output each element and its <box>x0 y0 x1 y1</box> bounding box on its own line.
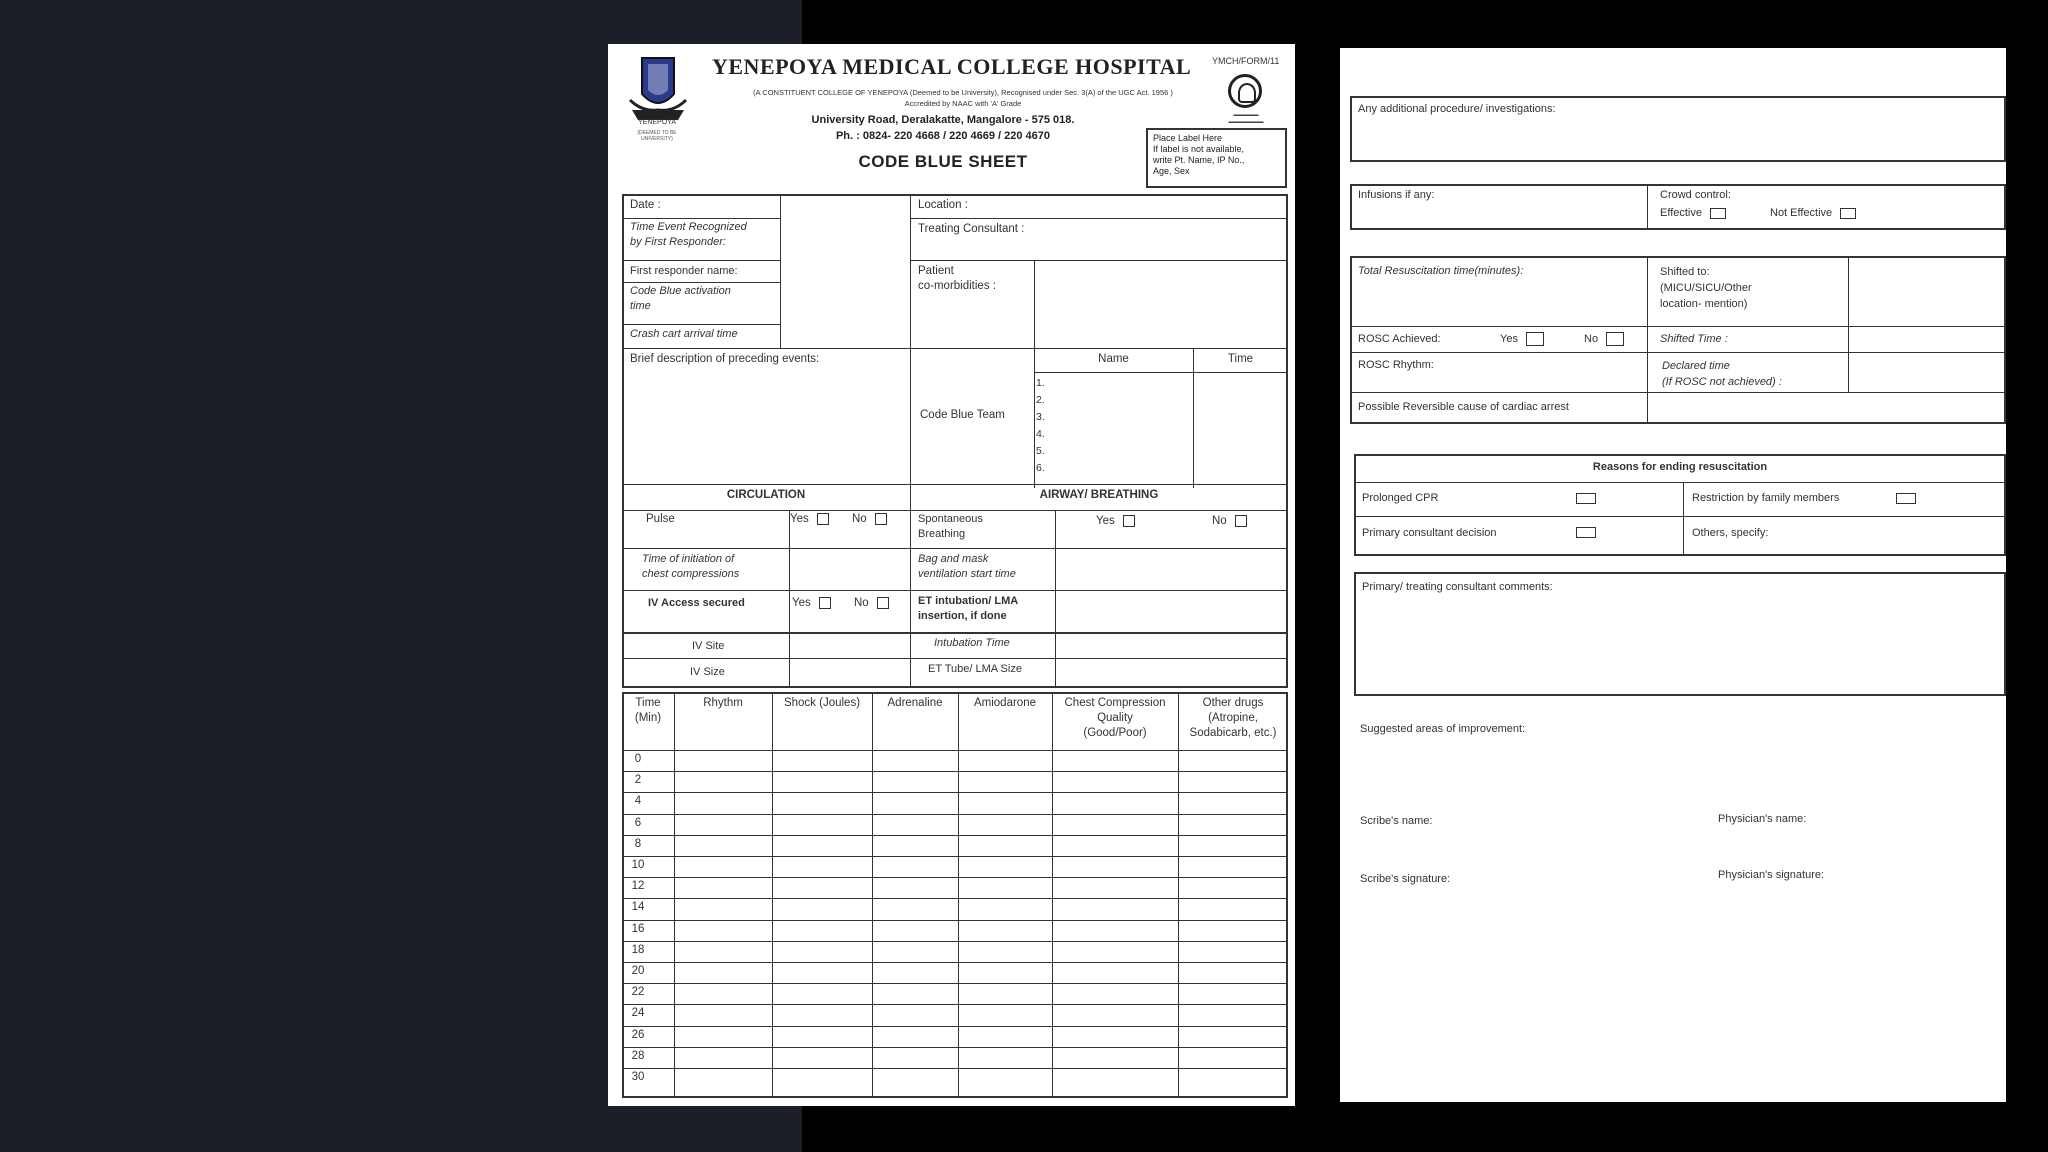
log-header-chest-compression: Chest Compression Quality (Good/Poor) <box>1064 697 1166 739</box>
treating-consultant-label: Treating Consultant : <box>918 223 1025 235</box>
team-number-3: 3. <box>1036 411 1045 423</box>
consultant-comments-label: Primary/ treating consultant comments: <box>1362 581 1553 593</box>
code-blue-activation-label: Code Blue activation time <box>630 285 731 312</box>
code-blue-sheet-page-1 <box>608 44 1295 1106</box>
iv-yes-label: Yes <box>792 597 811 609</box>
iv-access-label: IV Access secured <box>648 597 745 609</box>
log-row-time: 8 <box>634 837 642 850</box>
iv-yes[interactable] <box>792 596 831 611</box>
scribe-name-label: Scribe's name: <box>1360 815 1433 827</box>
form-code: YMCH/FORM/11 <box>1212 56 1280 66</box>
breathing-yes[interactable] <box>1096 514 1135 529</box>
log-row-time: 16 <box>631 922 645 935</box>
team-number-1: 1. <box>1036 377 1045 389</box>
patient-label-box[interactable]: Place Label Here If label is not available, write Pt. Name, IP No., Age, Sex <box>1146 128 1287 188</box>
iv-yes-checkbox[interactable] <box>819 597 831 609</box>
breathing-no-label: No <box>1212 515 1227 527</box>
log-row-time: 14 <box>631 901 645 914</box>
team-number-4: 4. <box>1036 428 1045 440</box>
log-row-divider <box>622 1026 1288 1027</box>
date-label: Date : <box>630 199 661 211</box>
primary-decision-checkbox[interactable] <box>1576 527 1596 538</box>
log-row-divider <box>622 962 1288 963</box>
team-name-header: Name <box>1098 353 1129 365</box>
log-header-other-drugs: Other drugs (Atropine, Sodabicarb, etc.) <box>1189 697 1277 739</box>
resuscitation-log-table <box>622 692 1288 1098</box>
restriction-family-label: Restriction by family members <box>1692 492 1840 504</box>
sheet-title: CODE BLUE SHEET <box>858 152 1028 171</box>
crash-cart-label: Crash cart arrival time <box>630 328 738 340</box>
physician-name-label: Physician's name: <box>1718 813 1807 825</box>
crowd-not-effective[interactable] <box>1770 206 1856 221</box>
time-event-label: Time Event Recognized by First Responder: <box>630 221 747 248</box>
physician-signature-label: Physician's signature: <box>1718 869 1825 881</box>
circulation-header: CIRCULATION <box>726 489 806 501</box>
bag-mask-label: Bag and mask ventilation start time <box>918 553 1016 580</box>
hospital-name: YENEPOYA MEDICAL COLLEGE HOSPITAL <box>712 54 1192 79</box>
location-label: Location : <box>918 199 968 211</box>
prolonged-cpr-checkbox[interactable] <box>1576 493 1596 504</box>
breathing-yes-checkbox[interactable] <box>1123 515 1135 527</box>
rosc-no-checkbox[interactable] <box>1606 332 1624 346</box>
rosc-yes-checkbox[interactable] <box>1526 332 1544 346</box>
accreditation-seal-icon <box>1228 74 1262 108</box>
log-header-shock: Shock (Joules) <box>783 697 861 709</box>
pulse-no-checkbox[interactable] <box>875 513 887 525</box>
pulse-no[interactable] <box>852 512 887 527</box>
iv-site-label: IV Site <box>692 640 725 652</box>
not-effective-checkbox[interactable] <box>1840 208 1856 219</box>
team-time-header: Time <box>1227 353 1254 365</box>
log-header-amiodarone: Amiodarone <box>973 697 1036 709</box>
crowd-effective[interactable] <box>1660 206 1726 221</box>
shifted-time-label: Shifted Time : <box>1660 333 1728 345</box>
reasons-header: Reasons for ending resuscitation <box>1592 461 1768 473</box>
log-row-divider <box>622 941 1288 942</box>
possible-cause-label: Possible Reversible cause of cardiac arrest <box>1358 401 1569 413</box>
crowd-control-label: Crowd control: <box>1660 189 1731 201</box>
pulse-yes-label: Yes <box>790 513 809 525</box>
log-row-time: 26 <box>631 1028 645 1041</box>
log-header-adrenaline: Adrenaline <box>887 697 943 709</box>
iv-no-label: No <box>854 597 869 609</box>
airway-header: AIRWAY/ BREATHING <box>1039 489 1159 501</box>
breathing-no-checkbox[interactable] <box>1235 515 1247 527</box>
effective-label: Effective <box>1660 207 1702 219</box>
prolonged-cpr-label: Prolonged CPR <box>1362 492 1439 504</box>
team-number-6: 6. <box>1036 462 1045 474</box>
log-row-time: 18 <box>631 943 645 956</box>
rosc-no-label: No <box>1584 333 1599 345</box>
total-resuscitation-label: Total Resuscitation time(minutes): <box>1358 265 1524 277</box>
others-specify-label: Others, specify: <box>1692 527 1769 539</box>
improvement-label: Suggested areas of improvement: <box>1360 723 1526 735</box>
team-number-2: 2. <box>1036 394 1045 406</box>
chest-compressions-time-label: Time of initiation of chest compressions <box>642 553 740 580</box>
log-row-time: 2 <box>634 774 642 787</box>
et-intubation-label: ET intubation/ LMA insertion, if done <box>918 595 1019 622</box>
spontaneous-breathing-label: Spontaneous Breathing <box>918 513 983 540</box>
log-row-divider <box>622 814 1288 815</box>
rosc-rhythm-label: ROSC Rhythm: <box>1358 359 1434 371</box>
rosc-yes[interactable] <box>1500 332 1544 347</box>
et-tube-size-label: ET Tube/ LMA Size <box>928 663 1022 675</box>
scribe-signature-label: Scribe's signature: <box>1360 873 1451 885</box>
affiliation-line: (A CONSTITUENT COLLEGE OF YENEPOYA (Deemed to be University), Recognised under Sec. 3(A) of the UGC Act. 1956 ) <box>753 88 1173 97</box>
not-effective-label: Not Effective <box>1770 207 1833 219</box>
effective-checkbox[interactable] <box>1710 208 1726 219</box>
breathing-yes-label: Yes <box>1096 515 1115 527</box>
first-responder-label: First responder name: <box>630 265 738 277</box>
comorbidities-label: Patient co-morbidities : <box>918 265 996 292</box>
hospital-address: University Road, Deralakatte, Mangalore - 575 018. <box>811 114 1075 126</box>
log-row-divider <box>622 877 1288 878</box>
log-row-divider <box>622 898 1288 899</box>
log-row-divider <box>622 1068 1288 1069</box>
primary-decision-label: Primary consultant decision <box>1362 527 1497 539</box>
log-row-time: 22 <box>631 986 645 999</box>
pulse-yes[interactable] <box>790 512 829 527</box>
log-row-time: 28 <box>631 1049 645 1062</box>
code-blue-sheet-page-2 <box>1340 48 2006 1102</box>
logo-caption: YENEPOYA <box>638 119 676 126</box>
iv-no[interactable] <box>854 596 889 611</box>
log-row-time: 24 <box>631 1007 645 1020</box>
additional-procedure-label: Any additional procedure/ investigations: <box>1358 103 1556 115</box>
log-row-time: 10 <box>631 859 645 871</box>
pulse-yes-checkbox[interactable] <box>817 513 829 525</box>
code-blue-team-label: Code Blue Team <box>920 409 1005 421</box>
log-row-divider <box>622 792 1288 793</box>
log-row-divider <box>622 771 1288 772</box>
seal-caption-icon: ▬▬▬▬▬ ▬▬▬▬▬▬▬ <box>1228 112 1264 125</box>
log-row-time: 20 <box>631 965 645 977</box>
log-row-time: 4 <box>634 795 642 808</box>
declared-time-label: Declared time (If ROSC not achieved) : <box>1662 360 1782 388</box>
brief-description-label: Brief description of preceding events: <box>630 353 820 365</box>
intubation-time-label: Intubation Time <box>934 637 1010 649</box>
log-row-divider <box>622 856 1288 857</box>
iv-no-checkbox[interactable] <box>877 597 889 609</box>
log-row-time: 6 <box>634 816 642 829</box>
hospital-phone: Ph. : 0824- 220 4668 / 220 4669 / 220 4670 <box>835 130 1051 142</box>
log-row-time: 0 <box>634 753 642 765</box>
log-header-rhythm: Rhythm <box>703 697 743 709</box>
pulse-label: Pulse <box>646 513 675 525</box>
breathing-no[interactable] <box>1212 514 1247 529</box>
rosc-achieved-label: ROSC Achieved: <box>1358 333 1441 345</box>
log-row-divider <box>622 1047 1288 1048</box>
restriction-family-checkbox[interactable] <box>1896 493 1916 504</box>
pulse-no-label: No <box>852 513 867 525</box>
team-number-5: 5. <box>1036 445 1045 457</box>
iv-size-label: IV Size <box>690 666 725 678</box>
log-row-time: 30 <box>631 1071 645 1083</box>
infusions-label: Infusions if any: <box>1358 189 1435 201</box>
logo-subcaption: (DEEMED TO BE UNIVERSITY) <box>637 130 677 142</box>
log-row-time: 12 <box>631 880 645 893</box>
log-row-divider <box>622 983 1288 984</box>
log-header-time: Time (Min) <box>634 697 662 724</box>
rosc-no[interactable] <box>1584 332 1624 347</box>
log-row-divider <box>622 1004 1288 1005</box>
accreditation-line: Accredited by NAAC with 'A' Grade <box>904 99 1022 108</box>
log-row-divider <box>622 920 1288 921</box>
rosc-yes-label: Yes <box>1500 333 1518 345</box>
shifted-to-label: Shifted to: (MICU/SICU/Other location- mention) <box>1660 266 1752 310</box>
log-row-divider <box>622 835 1288 836</box>
